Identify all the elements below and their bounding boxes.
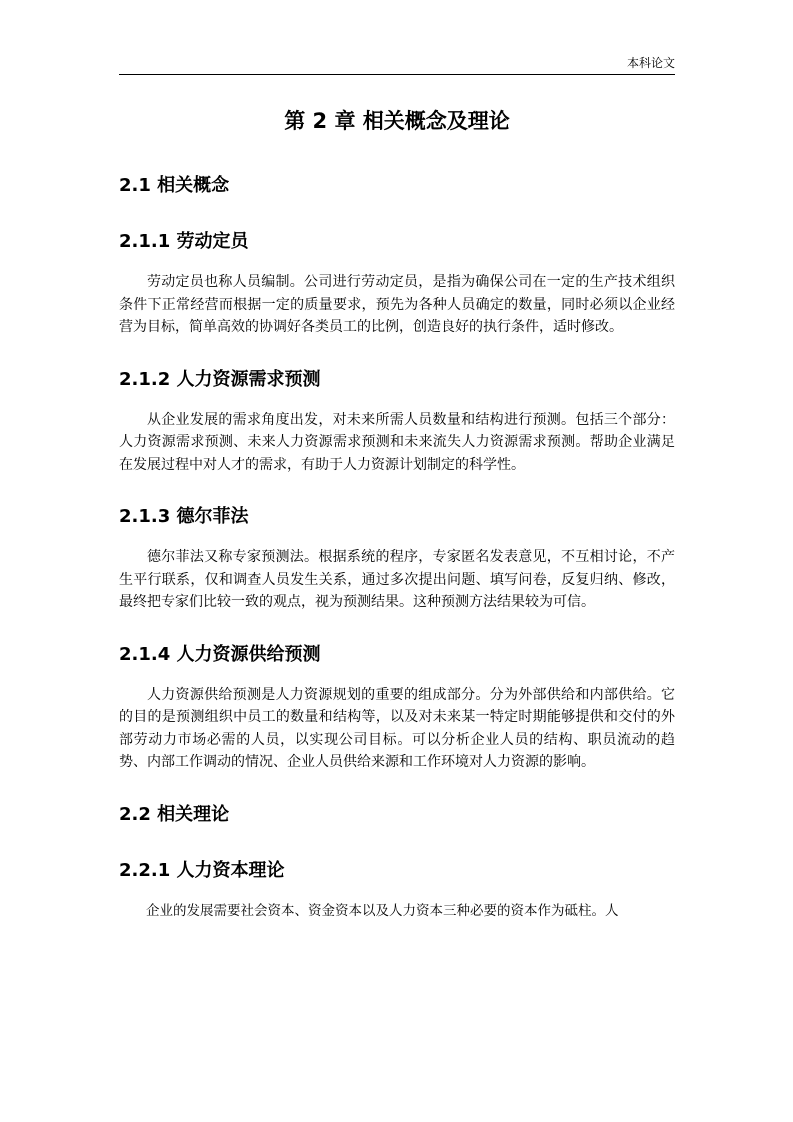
paragraph-2-1-3: 德尔菲法又称专家预测法。根据系统的程序，专家匿名发表意见，不互相讨论，不产生平行联系，仅和调查人员发生关系，通过多次提出问题、填写问卷，反复归纳、修改，最终把专家们比较一致的观点，视为预测结果。这种预测方法结果较为可信。 <box>119 549 675 610</box>
paragraph-2-2-1: 企业的发展需要社会资本、资金资本以及人力资本三种必要的资本作为砥柱。人 <box>146 902 619 919</box>
subsection-heading-2-1-1: 2.1.1 劳动定员 <box>119 231 249 252</box>
subsection-heading-2-1-3: 2.1.3 德尔菲法 <box>119 506 249 527</box>
section-heading-2-2: 2.2 相关理论 <box>119 803 230 825</box>
paragraph-2-1-1: 劳动定员也称人员编制。公司进行劳动定员，是指为确保公司在一定的生产技术组织条件下正常经营而根据一定的质量要求，预先为各种人员确定的数量，同时必须以企业经营为目标，简单高效的协调好各类员工的比例，创造良好的执行条件，适时修改。 <box>119 274 675 335</box>
paragraph-2-1-4: 人力资源供给预测是人力资源规划的重要的组成部分。分为外部供给和内部供给。它的目的是预测组织中员工的数量和结构等，以及对未来某一特定时期能够提供和交付的外部劳动力市场必需的人员，以实现公司目标。可以分析企业人员的结构、职员流动的趋势、内部工作调动的情况、企业人员供给来源和工作环境对人力资源的影响。 <box>119 686 675 770</box>
header-divider <box>119 74 675 75</box>
subsection-heading-2-2-1: 2.2.1 人力资本理论 <box>119 859 285 881</box>
page-body <box>119 103 675 948</box>
running-header: 本科论文 <box>626 56 675 70</box>
chapter-title: 第 2 章 相关概念及理论 <box>284 109 510 133</box>
subsection-heading-2-1-2: 2.1.2 人力资源需求预测 <box>119 368 321 390</box>
section-heading-2-1: 2.1 相关概念 <box>119 175 230 196</box>
paragraph-2-1-2: 从企业发展的需求角度出发，对未来所需人员数量和结构进行预测。包括三个部分：人力资源需求预测、未来人力资源需求预测和未来流失人力资源需求预测。帮助企业满足在发展过程中对人才的需求，有助于人力资源计划制定的科学性。 <box>119 411 675 473</box>
subsection-heading-2-1-4: 2.1.4 人力资源供给预测 <box>119 643 321 665</box>
